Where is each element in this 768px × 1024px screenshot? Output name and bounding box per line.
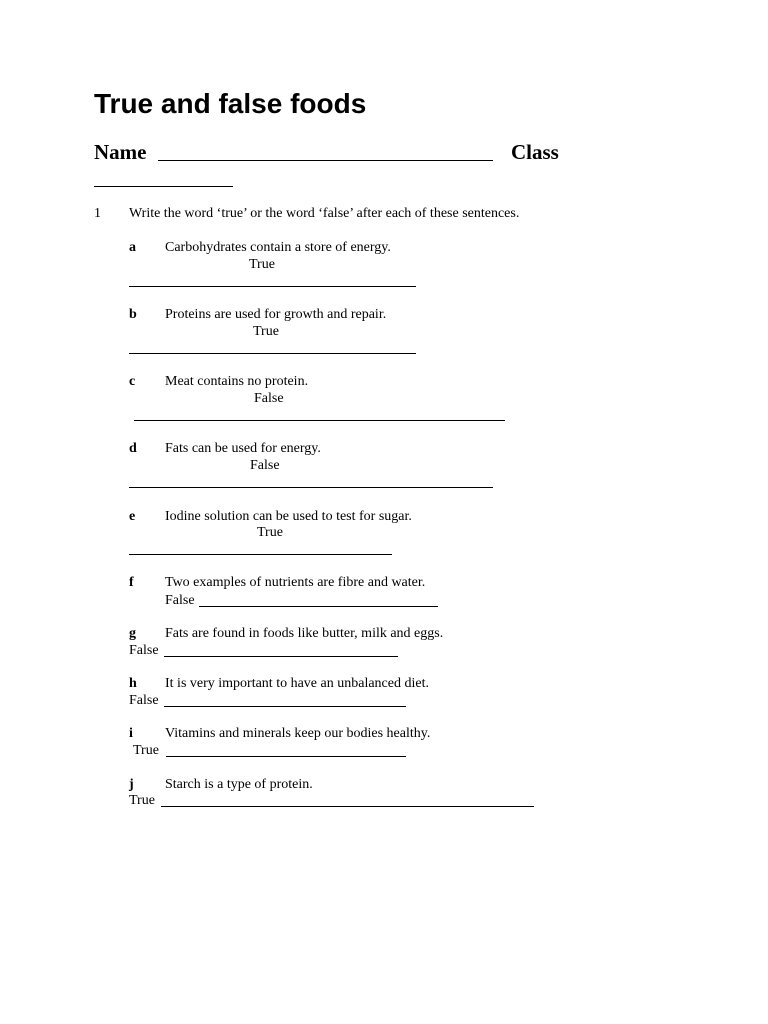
answer-line[interactable] <box>166 756 406 757</box>
item-sentence: Two examples of nutrients are fibre and water. <box>165 575 426 590</box>
answer-line[interactable] <box>134 420 505 421</box>
name-blank-line[interactable] <box>158 160 493 161</box>
question-number: 1 <box>94 206 101 221</box>
item-answer: True <box>257 525 283 540</box>
item-answer: True <box>253 324 279 339</box>
answer-line[interactable] <box>129 554 392 555</box>
item-sentence: Fats can be used for energy. <box>165 441 321 456</box>
item-answer: False <box>129 643 159 658</box>
item-letter: f <box>129 575 134 590</box>
answer-line[interactable] <box>129 286 416 287</box>
item-letter: j <box>129 777 134 792</box>
answer-line[interactable] <box>161 806 534 807</box>
item-letter: a <box>129 240 136 255</box>
item-sentence: Carbohydrates contain a store of energy. <box>165 240 391 255</box>
page-title: True and false foods <box>94 88 367 119</box>
class-label: Class <box>511 140 559 164</box>
item-answer: False <box>129 693 159 708</box>
answer-line[interactable] <box>164 706 406 707</box>
item-answer: True <box>133 743 159 758</box>
answer-line[interactable] <box>164 656 398 657</box>
item-answer: False <box>250 458 280 473</box>
item-letter: g <box>129 626 136 641</box>
item-answer: False <box>165 593 195 608</box>
question-instruction: Write the word ‘true’ or the word ‘false’ after each of these sentences. <box>129 206 520 221</box>
item-letter: b <box>129 307 137 322</box>
item-sentence: Iodine solution can be used to test for sugar. <box>165 509 412 524</box>
item-letter: d <box>129 441 137 456</box>
item-sentence: Vitamins and minerals keep our bodies healthy. <box>165 726 431 741</box>
item-sentence: It is very important to have an unbalanced diet. <box>165 676 429 691</box>
item-sentence: Starch is a type of protein. <box>165 777 313 792</box>
item-letter: h <box>129 676 137 691</box>
class-blank-line[interactable] <box>94 186 233 187</box>
item-answer: False <box>254 391 284 406</box>
item-sentence: Fats are found in foods like butter, milk and eggs. <box>165 626 444 641</box>
item-letter: i <box>129 726 133 741</box>
answer-line[interactable] <box>199 606 438 607</box>
item-answer: True <box>249 257 275 272</box>
item-answer: True <box>129 793 155 808</box>
item-sentence: Meat contains no protein. <box>165 374 309 389</box>
name-label: Name <box>94 140 147 164</box>
answer-line[interactable] <box>129 487 493 488</box>
item-letter: e <box>129 509 136 524</box>
item-sentence: Proteins are used for growth and repair. <box>165 307 387 322</box>
item-letter: c <box>129 374 136 389</box>
answer-line[interactable] <box>129 353 416 354</box>
